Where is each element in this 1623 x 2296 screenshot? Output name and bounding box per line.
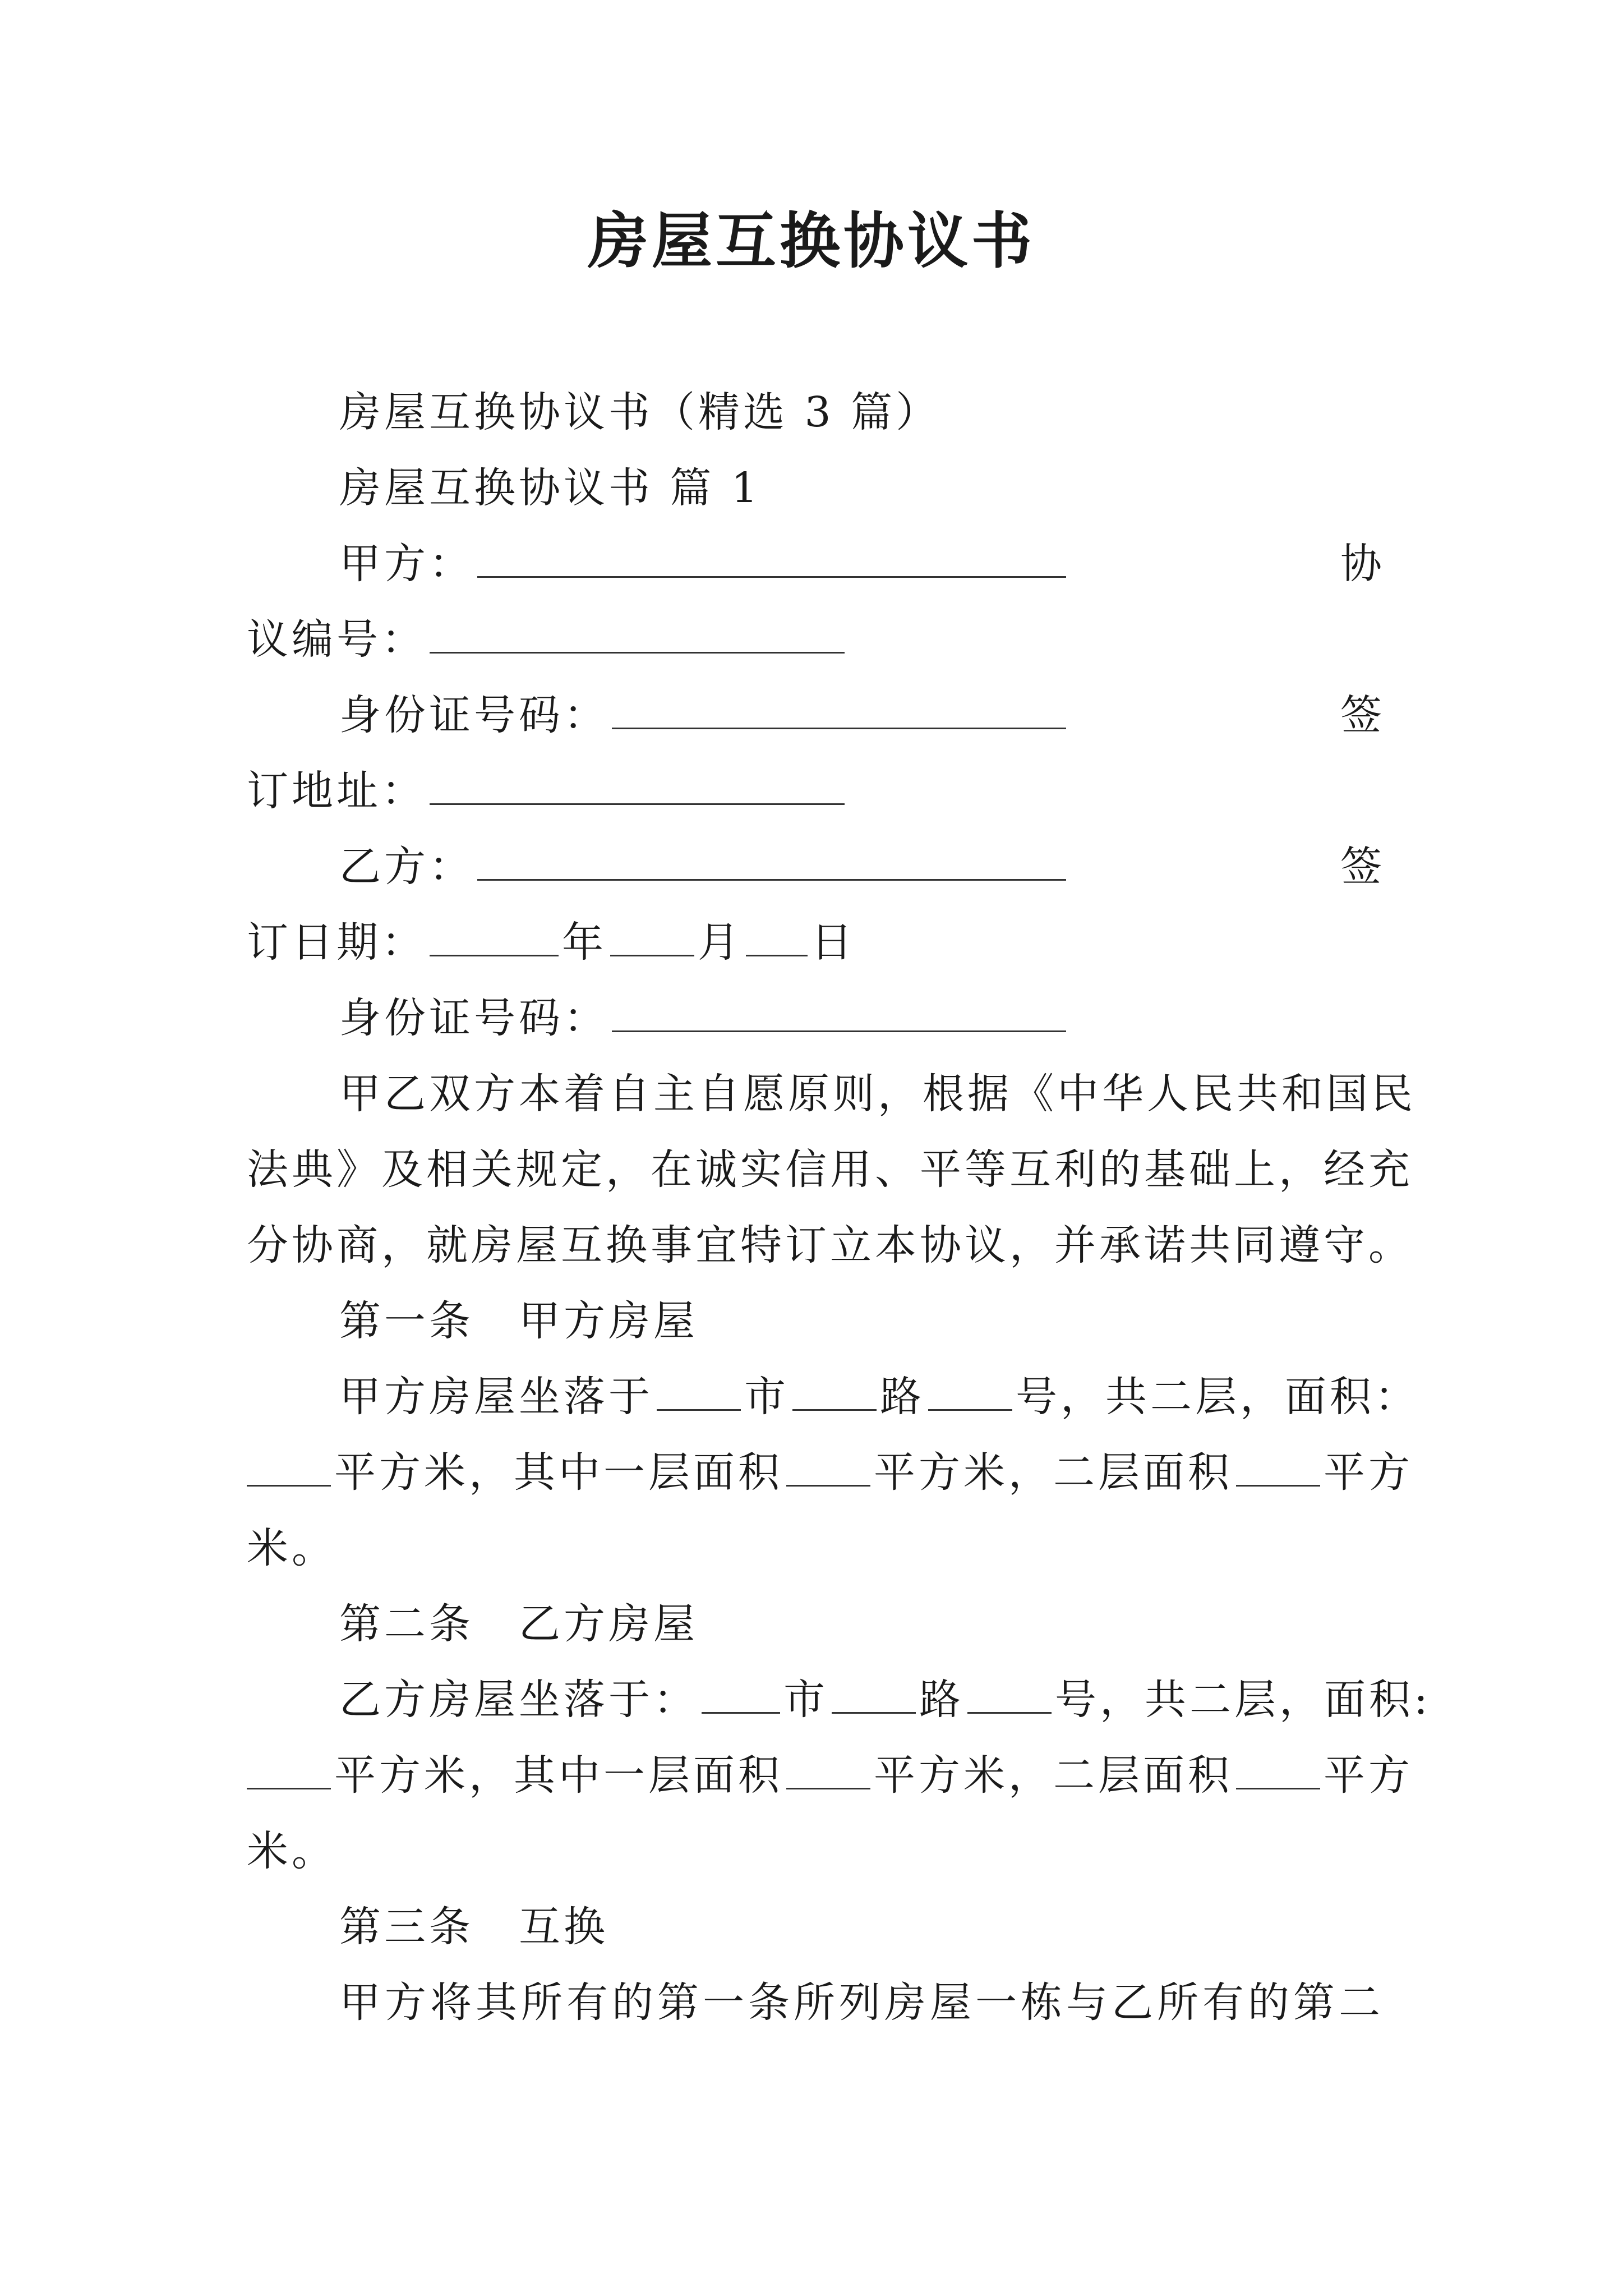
road-blank bbox=[832, 1669, 916, 1714]
city-blank bbox=[702, 1669, 780, 1714]
article-2-line-3: 米。 bbox=[247, 1827, 336, 1875]
preamble-line-1: 甲乙双方本着自主自愿原则，根据《中华人民共和国民 bbox=[339, 1070, 1416, 1118]
day-blank bbox=[746, 912, 808, 956]
article-3-heading: 第三条 互换 bbox=[339, 1903, 608, 1951]
road-label: 路 bbox=[919, 1676, 964, 1724]
id-no-b-blank bbox=[612, 988, 1066, 1032]
year-label: 年 bbox=[562, 918, 607, 967]
road-blank bbox=[792, 1366, 877, 1411]
number-blank bbox=[967, 1669, 1052, 1714]
subtitle: 房屋互换协议书（精选 3 篇） bbox=[339, 388, 941, 436]
city-label: 市 bbox=[783, 1676, 828, 1724]
area-total-blank bbox=[247, 1442, 331, 1487]
month-label: 月 bbox=[698, 918, 743, 967]
article-3-line-1: 甲方将其所有的第一条所列房屋一栋与乙所有的第二 bbox=[339, 1978, 1384, 2027]
article-1-line-1 bbox=[339, 1366, 1419, 1428]
number-blank bbox=[928, 1366, 1012, 1411]
id-no-a-label: 身份证号码： bbox=[339, 691, 608, 739]
article-2-text: 乙方房屋坐落于： bbox=[339, 1676, 698, 1724]
article-1-line-2 bbox=[247, 1442, 1413, 1503]
year-blank bbox=[430, 912, 559, 956]
floor-2-blank bbox=[1236, 1442, 1320, 1487]
article-2-heading: 第二条 乙方房屋 bbox=[339, 1600, 698, 1648]
area-total-blank bbox=[247, 1745, 331, 1789]
sign-date-line bbox=[247, 912, 856, 973]
id-no-a-line bbox=[339, 684, 1069, 746]
floor-1-label: 平方米，其中一层面积 bbox=[334, 1448, 783, 1497]
agreement-no-label-head: 协 bbox=[1340, 540, 1385, 588]
sqm-label: 平方 bbox=[1324, 1448, 1413, 1497]
id-no-a-blank bbox=[612, 685, 1066, 729]
party-a-blank bbox=[477, 533, 1066, 578]
party-a-line bbox=[339, 533, 1069, 595]
floor-2-label: 平方米，二层面积 bbox=[874, 1751, 1233, 1800]
party-b-blank bbox=[477, 836, 1066, 881]
sign-place-label: 订地址： bbox=[247, 767, 426, 815]
party-b-line bbox=[339, 836, 1069, 898]
city-label: 市 bbox=[744, 1373, 789, 1421]
road-label: 路 bbox=[880, 1373, 925, 1421]
party-b-label: 乙方： bbox=[339, 843, 474, 891]
section-heading: 房屋互换协议书 篇 1 bbox=[339, 464, 762, 512]
sqm-label: 平方 bbox=[1324, 1751, 1413, 1800]
article-2-line-1 bbox=[339, 1669, 1431, 1731]
document-title: 房屋互换协议书 bbox=[587, 206, 1035, 277]
preamble-line-2: 法典》及相关规定，在诚实信用、平等互利的基础上，经充 bbox=[247, 1145, 1413, 1194]
id-no-b-line bbox=[339, 987, 1069, 1049]
sign-place-blank bbox=[430, 761, 845, 805]
id-no-b-label: 身份证号码： bbox=[339, 994, 608, 1042]
day-label: 日 bbox=[811, 918, 856, 967]
floor-1-label: 平方米，其中一层面积 bbox=[334, 1751, 783, 1800]
agreement-no-blank bbox=[430, 609, 845, 654]
sign-place-line bbox=[247, 760, 848, 822]
article-1-text: 甲方房屋坐落于 bbox=[339, 1373, 653, 1421]
month-blank bbox=[610, 912, 694, 956]
party-a-label: 甲方： bbox=[339, 540, 474, 588]
floor-2-label: 平方米，二层面积 bbox=[874, 1448, 1233, 1497]
sign-date-label-head: 签 bbox=[1340, 843, 1385, 891]
area-label: 号，共二层，面积： bbox=[1016, 1373, 1419, 1421]
sign-date-label: 订日期： bbox=[247, 918, 426, 967]
sign-place-label-head: 签 bbox=[1340, 691, 1385, 739]
article-1-heading: 第一条 甲方房屋 bbox=[339, 1297, 698, 1345]
floor-1-blank bbox=[786, 1745, 870, 1789]
area-label: 号，共二层，面积: bbox=[1055, 1676, 1431, 1724]
floor-1-blank bbox=[786, 1442, 870, 1487]
city-blank bbox=[657, 1366, 741, 1411]
preamble-line-3: 分协商，就房屋互换事宜特订立本协议，并承诺共同遵守。 bbox=[247, 1221, 1413, 1269]
article-1-line-3: 米。 bbox=[247, 1524, 336, 1572]
agreement-no-line bbox=[247, 609, 848, 670]
article-2-line-2 bbox=[247, 1745, 1413, 1806]
floor-2-blank bbox=[1236, 1745, 1320, 1789]
agreement-no-label: 议编号： bbox=[247, 615, 426, 664]
